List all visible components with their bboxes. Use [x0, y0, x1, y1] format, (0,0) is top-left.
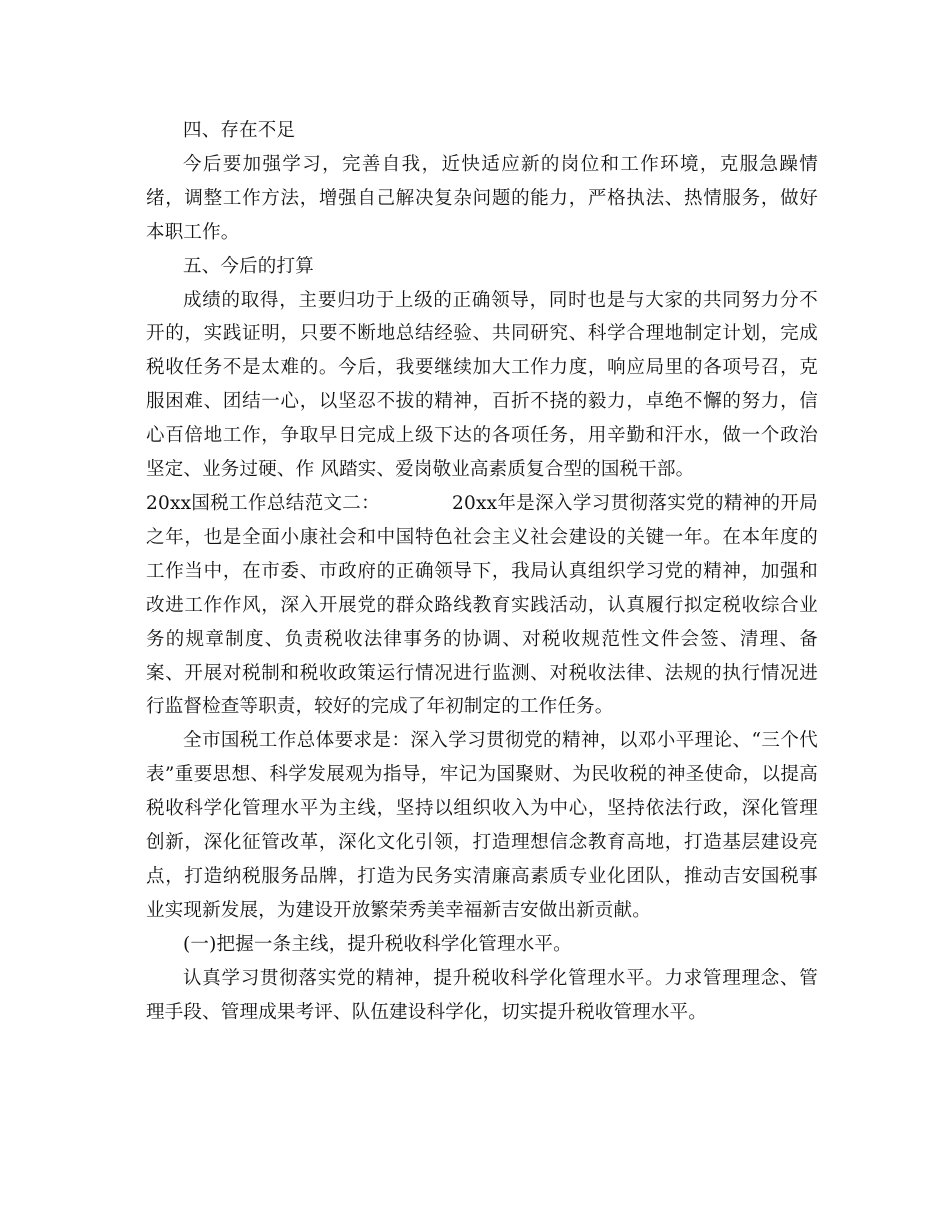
section-body-5: 成绩的取得，主要归功于上级的正确领导，同时也是与大家的共同努力分不开的，实践证明，只要不断地总结经验、共同研究、科学合理地制定计划，完成税收任务不是太难的。今后，我要继续加大工作力度，响应局里的各项号召，克服困难、团结一心，以坚忍不拔的精神，百折不挠的毅力，卓绝不懈的努力，信心百倍地工作，争取早日完成上级下达的各项任务，用辛勤和汗水，做一个政治坚定、业务过硬、作 风踏实、爱岗敬业高素质复合型的国税干部。 — [146, 289, 818, 481]
subsection-body-1: 认真学习贯彻落实党的精神，提升税收科学化管理水平。力求管理理念、管理手段、管理成果考评、队伍建设科学化，切实提升税收管理水平。 — [146, 967, 818, 1023]
section-heading-5: 五、今后的打算 — [183, 255, 314, 277]
overall-requirements-paragraph: 全市国税工作总体要求是：深入学习贯彻党的精神，以邓小平理论、“三个代表”重要思想、科学发展观为指导，牢记为国聚财、为民收税的神圣使命，以提高税收科学化管理水平为主线，坚持以组织收入为中心，坚持依法行政，深化管理创新，深化征管改革，深化文化引领，打造理想信念教育高地，打造基层建设亮点，打造纳税服务品牌，打造为民务实清廉高素质专业化团队，推动吉安国税事业实现新发展，为建设开放繁荣秀美幸福新吉安做出新贡献。 — [146, 730, 818, 921]
sample2-intro: 20xx年是深入学习贯彻落实党的精神的开局之年，也是全面小康社会和中国特色社会主义社会建设的关键一年。在本年度的工作当中，在市委、市政府的正确领导下，我局认真组织学习党的精神，加强和改进工作作风，深入开展党的群众路线教育实践活动，认真履行拟定税收综合业务的规章制度、负责税收法律事务的协调、对税收规范性文件会签、清理、备案、开展对税制和税收政策运行情况进行监测、对税收法律、法规的执行情况进行监督检查等职责，较好的完成了年初制定的工作任务。 — [146, 492, 818, 718]
sample2-title: 20xx国税工作总结范文二： — [146, 492, 381, 514]
subsection-heading-1: (一)把握一条主线，提升税收科学化管理水平。 — [183, 933, 572, 955]
section-heading-4: 四、存在不足 — [183, 120, 296, 141]
document-body — [146, 114, 818, 1029]
sample2-paragraph — [146, 487, 818, 724]
section-body-4: 今后要加强学习，完善自我，近快适应新的岗位和工作环境，克服急躁情绪，调整工作方法，增强自己解决复杂问题的能力，严格执法、热情服务，做好本职工作。 — [146, 153, 818, 243]
